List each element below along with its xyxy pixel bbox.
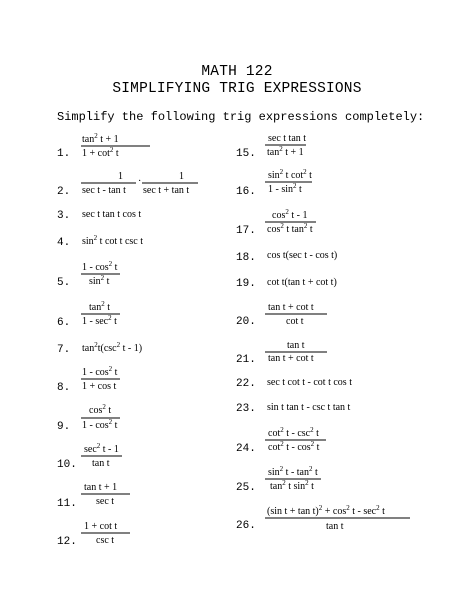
svg-text:sec t cot t - cot t: sec t cot t - cot t cos t: [267, 377, 352, 388]
svg-text:1 + cot t: 1 + cot t: [84, 521, 118, 532]
problem-number: 5.: [57, 277, 71, 289]
problem-number: 4.: [57, 237, 71, 249]
problem-number: 7.: [57, 344, 71, 356]
svg-text:1: 1: [179, 171, 184, 182]
expression-25: [265, 465, 321, 492]
problem-number: 1.: [57, 148, 71, 160]
svg-text:1 + cos t: 1 + cos t: [82, 381, 117, 392]
problem-number: 22.: [236, 378, 256, 390]
svg-text:·: ·: [138, 176, 142, 187]
problem-number: 26.: [236, 520, 256, 532]
problem-number: 11.: [57, 498, 77, 510]
expression-8: [81, 365, 120, 392]
expression-9: [81, 403, 120, 431]
problem-number: 21.: [236, 354, 256, 366]
expression-7: [82, 341, 142, 354]
expression-12: [81, 521, 130, 546]
svg-text:1 - cos2 t: $1 - \cos^2 t$: [82, 260, 118, 273]
problem-number: 18.: [236, 252, 256, 264]
svg-text:1 - sin2 t: $1 - \sin^2 t$: [268, 182, 302, 195]
svg-text:sec t - tan t: sec t - tan t: [82, 185, 126, 196]
svg-text:cos2 t tan2 t: $\cos^2 t$ $\tan^2 t$: [267, 222, 313, 235]
problem-number: 24.: [236, 443, 256, 455]
expression-4: [82, 234, 143, 247]
svg-text:tan t + cot t: tan t + cot t: [268, 302, 314, 313]
svg-text:sin2 t cot t csc t: $\sin^2 t$ cot t csc t: [82, 234, 143, 247]
svg-text:cos2 t: $\cos^2 t$: [89, 403, 112, 416]
expression-3: [82, 209, 141, 220]
svg-text:1: 1: [118, 171, 123, 182]
expression-10: [81, 442, 122, 469]
problem-number: 20.: [236, 316, 256, 328]
svg-text:sin2 t: $\sin^2 t$: [89, 274, 110, 287]
svg-text:tan t + 1: tan t + 1: [84, 482, 118, 493]
svg-text:1 - cos2 t: $1 - \cos^2 t$: [82, 418, 118, 431]
svg-text:cot t: cot t: [286, 316, 304, 327]
expression-20: [265, 302, 327, 327]
problem-number: 6.: [57, 317, 71, 329]
svg-text:tan t: tan t: [326, 521, 344, 532]
svg-text:tan t + cot t: tan t + cot t: [268, 353, 314, 364]
svg-text:cos2 t - 1: $\cos^2 t - 1$: [272, 208, 308, 221]
problem-number: 16.: [236, 186, 256, 198]
svg-text:cot2 t - cos2 t: $\cot^2 t - \cos^2 t$: [268, 440, 320, 453]
expression-19: [267, 277, 337, 288]
svg-text:tan2 t: $\tan^2 t$: [89, 300, 110, 313]
expression-16: [265, 168, 312, 195]
expression-1: [81, 132, 150, 159]
svg-text:cot2 t - csc2 t: $\cot^2 t - \csc^2 t$: [268, 426, 319, 439]
worksheet-title: SIMPLIFYING TRIG EXPRESSIONS: [112, 81, 362, 97]
problem-number: 25.: [236, 482, 256, 494]
svg-text:(sin t + tan t)2 + cos2: (sin $t + \tan t)^2 + \cos^2 t - \sec^2 t$: [267, 504, 385, 517]
problem-number: 15.: [236, 148, 256, 160]
expression-26: [265, 504, 410, 532]
expression-2: [81, 171, 198, 196]
expression-21: [265, 340, 327, 364]
expression-17: [265, 208, 316, 235]
svg-text:sec t tan t: sec t tan t: [268, 133, 307, 144]
instructions: Simplify the following trig expressions completely:: [57, 110, 425, 124]
svg-text:1 - sec2 t: $1 - \sec^2 t$: [82, 314, 117, 327]
problem-number: 10.: [57, 459, 77, 471]
svg-text:tan2 t + 1: $\tan^2 t + 1$: [82, 132, 119, 145]
problem-number: 23.: [236, 403, 256, 415]
svg-text:1 - cos2 t: $1 - \cos^2 t$: [82, 365, 118, 378]
svg-text:tan2 t sin2 t: $\tan^2 t$ $\sin^2 t$: [270, 479, 314, 492]
svg-text:tan2t(csc2 t - 1): $\tan^2t(\csc^2$ t - 1): [82, 341, 143, 354]
problem-number: 8.: [57, 382, 71, 394]
svg-text:csc t: csc t: [96, 535, 115, 546]
expression-11: [81, 482, 130, 507]
svg-text:sec t + tan t: sec t + tan t: [143, 185, 190, 196]
problem-number: 2.: [57, 186, 71, 198]
svg-text:tan2 t + 1: $\tan^2 t + 1$: [267, 145, 304, 158]
svg-text:1 + cot2 t: $1 + \cot^2 t$: [82, 146, 119, 159]
problem-number: 9.: [57, 421, 71, 433]
svg-text:cot t(tan t + cot t): cot t(tan t + cot t): [267, 277, 337, 288]
svg-text:cos t(sec t - cos t): cos t(sec t - cos t): [267, 250, 338, 261]
svg-text:sin2 t cot2 t: $\sin^2 t$ $\cot^2 t$: [268, 168, 312, 181]
svg-text:tan t: tan t: [92, 458, 110, 469]
course-title: MATH 122: [201, 64, 273, 80]
problem-number: 12.: [57, 536, 77, 548]
svg-text:sec2 t - 1: $\sec^2 t - 1$: [84, 442, 119, 455]
svg-text:sin2 t - tan2 t: $\sin^2 t - \tan^2 t$: [268, 465, 318, 478]
expression-18: [267, 250, 337, 261]
expression-6: [81, 300, 120, 327]
expression-23: [267, 402, 351, 413]
expression-5: [81, 260, 120, 287]
svg-text:sec t: sec t: [96, 496, 115, 507]
expression-24: [265, 426, 326, 453]
expression-22: [267, 377, 352, 388]
problem-number: 17.: [236, 225, 256, 237]
svg-text:tan t: tan t: [287, 340, 305, 351]
expression-15: [265, 133, 306, 158]
problem-number: 3.: [57, 210, 71, 222]
svg-text:sin t tan t - csc t: sin t tan t - csc t tan t: [267, 402, 351, 413]
svg-text:sec t tan t cos t: sec t tan t cos t: [82, 209, 142, 220]
problem-number: 19.: [236, 278, 256, 290]
